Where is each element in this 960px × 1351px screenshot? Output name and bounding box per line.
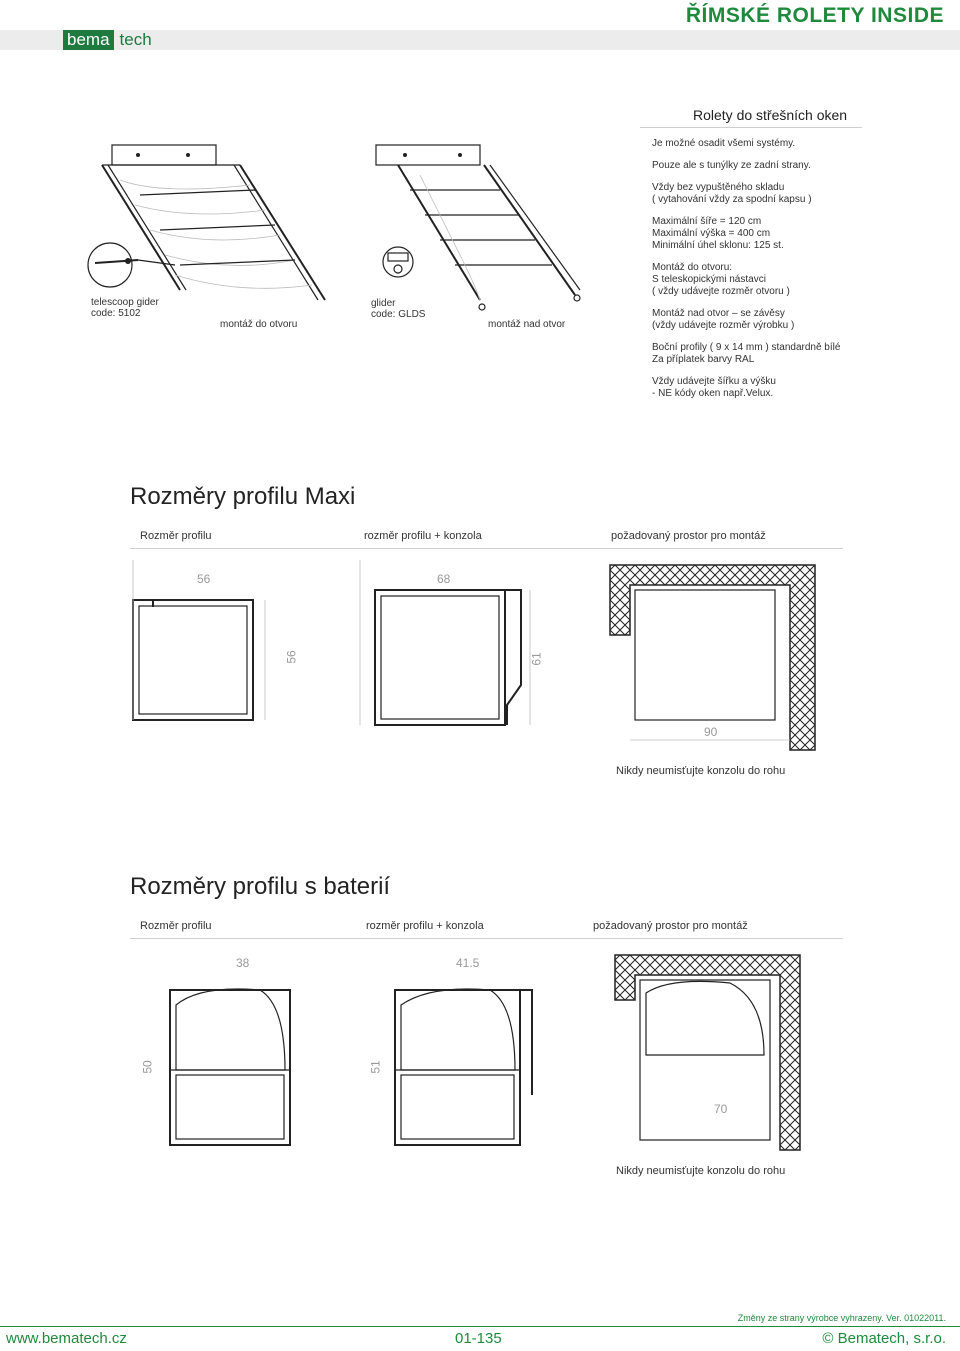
maxi-title: Rozměry profilu Maxi (130, 483, 356, 510)
logo-bema: bema (63, 30, 114, 50)
note-item: Montáž do otvoru: S teleskopickými nástavci ( vždy udávejte rozměr otvoru ) (652, 262, 790, 297)
battery-profiles (160, 945, 810, 1160)
glider-label (371, 298, 425, 320)
note-item: Pouze ale s tunýlky ze zadní strany. (652, 160, 811, 171)
footer-url[interactable]: www.bematech.cz (6, 1330, 127, 1347)
logo-tech: tech (119, 30, 152, 49)
notes-list (652, 138, 872, 410)
bematech-logo (63, 30, 152, 50)
inside-mount-drawing (102, 145, 325, 300)
telescoop-name: telescoop gider (91, 297, 159, 308)
mount-inside-label: montáž do otvoru (220, 319, 298, 330)
battery-caption: Nikdy neumisťujte konzolu do rohu (616, 1165, 786, 1177)
footer-page-number: 01-135 (455, 1330, 502, 1347)
note-item: Vždy udávejte šířku a výšku - NE kódy oken např.Velux. (652, 376, 776, 399)
glider-code: code: GLDS (371, 309, 426, 320)
battery-col1-head: Rozměr profilu (140, 920, 212, 932)
maxi-dim-h2: 61 (529, 652, 544, 666)
note-item: Je možné osadit všemi systémy. (652, 138, 796, 149)
maxi-caption: Nikdy neumisťujte konzolu do rohu (616, 765, 786, 777)
maxi-dim-w1: 56 (197, 572, 211, 586)
telescoop-label (91, 297, 159, 319)
footer-copyright: © Bematech, s.r.o. (822, 1330, 946, 1347)
note-item: Vždy bez vypuštěného skladu ( vytahování vždy za spodní kapsu ) (652, 182, 812, 205)
above-mount-drawing (376, 145, 580, 310)
battery-col-rule (130, 938, 843, 939)
section-title: Rolety do střešních oken (693, 107, 848, 123)
battery-install-space (615, 955, 800, 1150)
note-item: Maximální šíře = 120 cm Maximální výška = 400 cm Minimální úhel sklonu: 125 st. (652, 216, 784, 251)
battery-dim-w1: 38 (236, 956, 250, 970)
footer-notice: Změny ze strany výrobce vyhrazeny. Ver. 01022011. (737, 1313, 946, 1323)
mounting-illustrations (80, 135, 640, 335)
note-item: Montáž nad otvor – se závěsy (vždy udávejte rozměr výrobku ) (652, 308, 795, 331)
footer-rule (0, 1326, 960, 1327)
battery-dim-h2: 51 (368, 1060, 383, 1074)
battery-col3-head: požadovaný prostor pro montáž (593, 920, 748, 932)
glider-name: glider (371, 298, 396, 309)
brand-title: ŘÍMSKÉ ROLETY INSIDE (685, 4, 944, 27)
glider-detail (383, 247, 413, 277)
battery-dim-h1: 50 (140, 1060, 155, 1074)
telescoop-detail (88, 243, 175, 287)
battery-title: Rozměry profilu s baterií (130, 873, 391, 900)
section-rule (640, 127, 862, 128)
note-item: Boční profily ( 9 x 14 mm ) standardně bílé Za příplatek barvy RAL (652, 342, 841, 365)
battery-profile-2 (395, 989, 532, 1145)
maxi-col-rule (130, 548, 843, 549)
maxi-dim-h1: 56 (284, 650, 299, 664)
telescoop-code: code: 5102 (91, 308, 141, 319)
battery-profile-1 (170, 989, 290, 1145)
battery-dim-w2: 41.5 (456, 956, 480, 970)
maxi-col3-head: požadovaný prostor pro montáž (611, 530, 766, 542)
mount-above-label: montáž nad otvor (488, 319, 566, 330)
battery-col2-head: rozměr profilu + konzola (366, 920, 484, 932)
maxi-col2-head: rozměr profilu + konzola (364, 530, 482, 542)
battery-dim-w3: 70 (714, 1102, 728, 1116)
maxi-profiles (125, 555, 825, 765)
maxi-dim-w2: 68 (437, 572, 451, 586)
maxi-install-space (610, 565, 815, 750)
maxi-col1-head: Rozměr profilu (140, 530, 212, 542)
maxi-dim-w3: 90 (704, 725, 718, 739)
